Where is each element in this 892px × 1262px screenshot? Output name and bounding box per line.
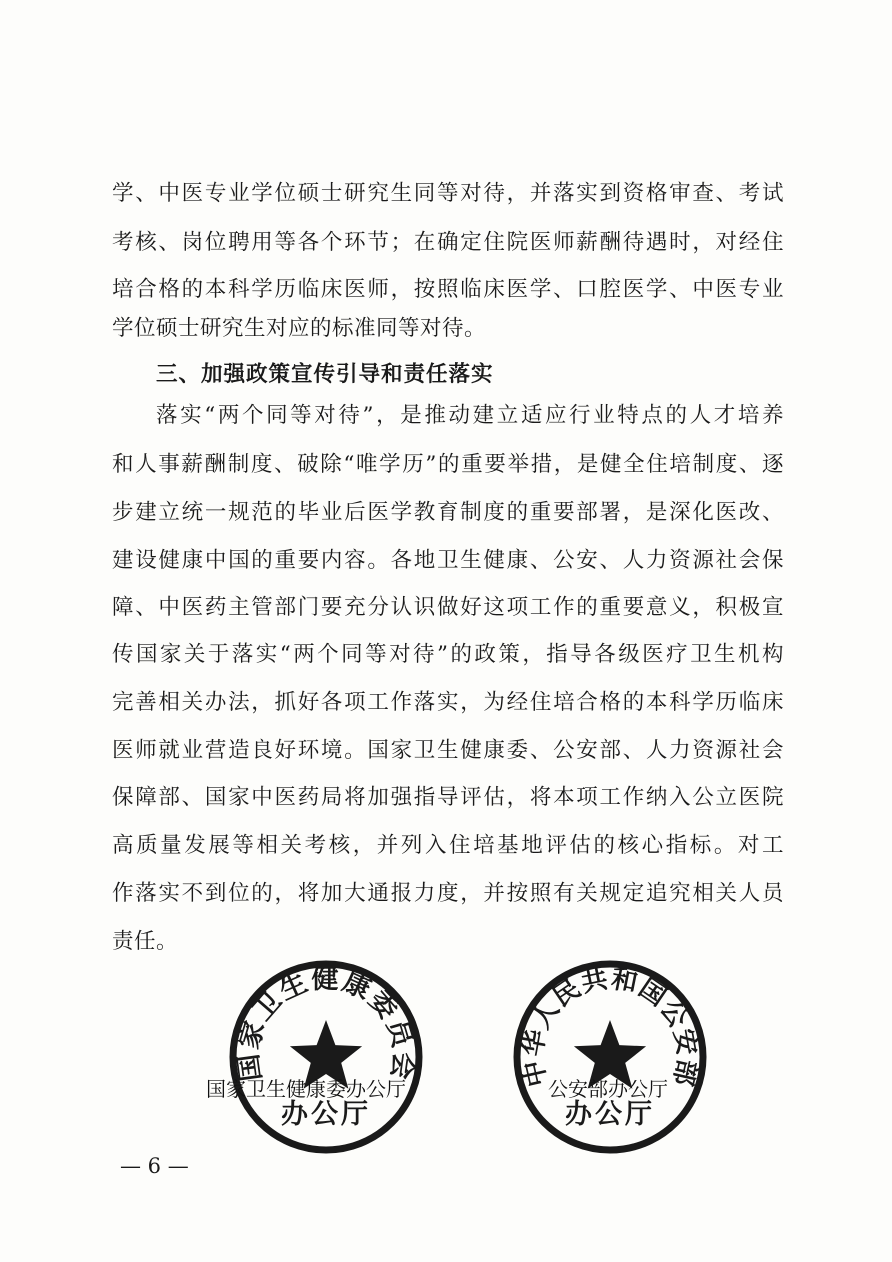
paragraph-2-line-12: 责任。 — [112, 929, 179, 954]
paragraph-2-line-6: 传国家关于落实“两个同等对待”的政策，指导各级医疗卫生机构 — [112, 642, 784, 667]
paragraph-1-line-3: 培合格的本科学历临床医师，按照临床医学、口腔医学、中医专业 — [112, 277, 784, 302]
paragraph-2-line-11: 作落实不到位的，将加大通报力度，并按照有关规定追究相关人员 — [112, 881, 784, 906]
paragraph-2-line-9: 保障部、国家中医药局将加强指导评估，将本项工作纳入公立医院 — [112, 785, 784, 810]
paragraph-2-line-4: 建设健康中国的重要内容。各地卫生健康、公安、人力资源社会保 — [112, 548, 784, 573]
official-seal-health-commission — [226, 957, 426, 1157]
signature-health-commission-office: 国家卫生健康委办公厅 — [206, 1077, 406, 1101]
seal-2-arc-text: 中华人民共和国公安部 — [518, 964, 702, 1090]
section-heading: 三、加强政策宣传引导和责任落实 — [156, 362, 494, 387]
paragraph-2-line-1: 落实“两个同等对待”，是推动建立适应行业特点的人才培养 — [156, 403, 784, 428]
paragraph-1-line-1: 学、中医专业学位硕士研究生同等对待，并落实到资格审查、考试 — [112, 181, 784, 206]
paragraph-2-line-3: 步建立统一规范的毕业后医学教育制度的重要部署，是深化医改、 — [112, 500, 784, 525]
seal-1-bottom-text: 办公厅 — [281, 1099, 371, 1130]
paragraph-2-line-7: 完善相关办法，抓好各项工作落实，为经住培合格的本科学历临床 — [112, 690, 784, 715]
official-seal-public-security — [510, 957, 710, 1157]
paragraph-2-line-10: 高质量发展等相关考核，并列入住培基地评估的核心指标。对工 — [112, 833, 784, 858]
paragraph-2-line-2: 和人事薪酬制度、破除“唯学历”的重要举措，是健全住培制度、逐 — [112, 452, 784, 477]
signature-public-security-office: 公安部办公厅 — [548, 1077, 668, 1101]
paragraph-2-line-8: 医师就业营造良好环境。国家卫生健康委、公安部、人力资源社会 — [112, 738, 784, 763]
page-number: — 6 — — [120, 1154, 189, 1178]
paragraph-2-line-5: 障、中医药主管部门要充分认识做好这项工作的重要意义，积极宣 — [112, 595, 784, 620]
paragraph-1-line-4: 学位硕士研究生对应的标准同等对待。 — [112, 316, 487, 341]
paragraph-1-line-2: 考核、岗位聘用等各个环节；在确定住院医师薪酬待遇时，对经住 — [112, 230, 784, 255]
seal-2-bottom-text: 办公厅 — [565, 1099, 655, 1130]
seal-1-arc-text: 国家卫生健康委员会 — [232, 964, 420, 1084]
